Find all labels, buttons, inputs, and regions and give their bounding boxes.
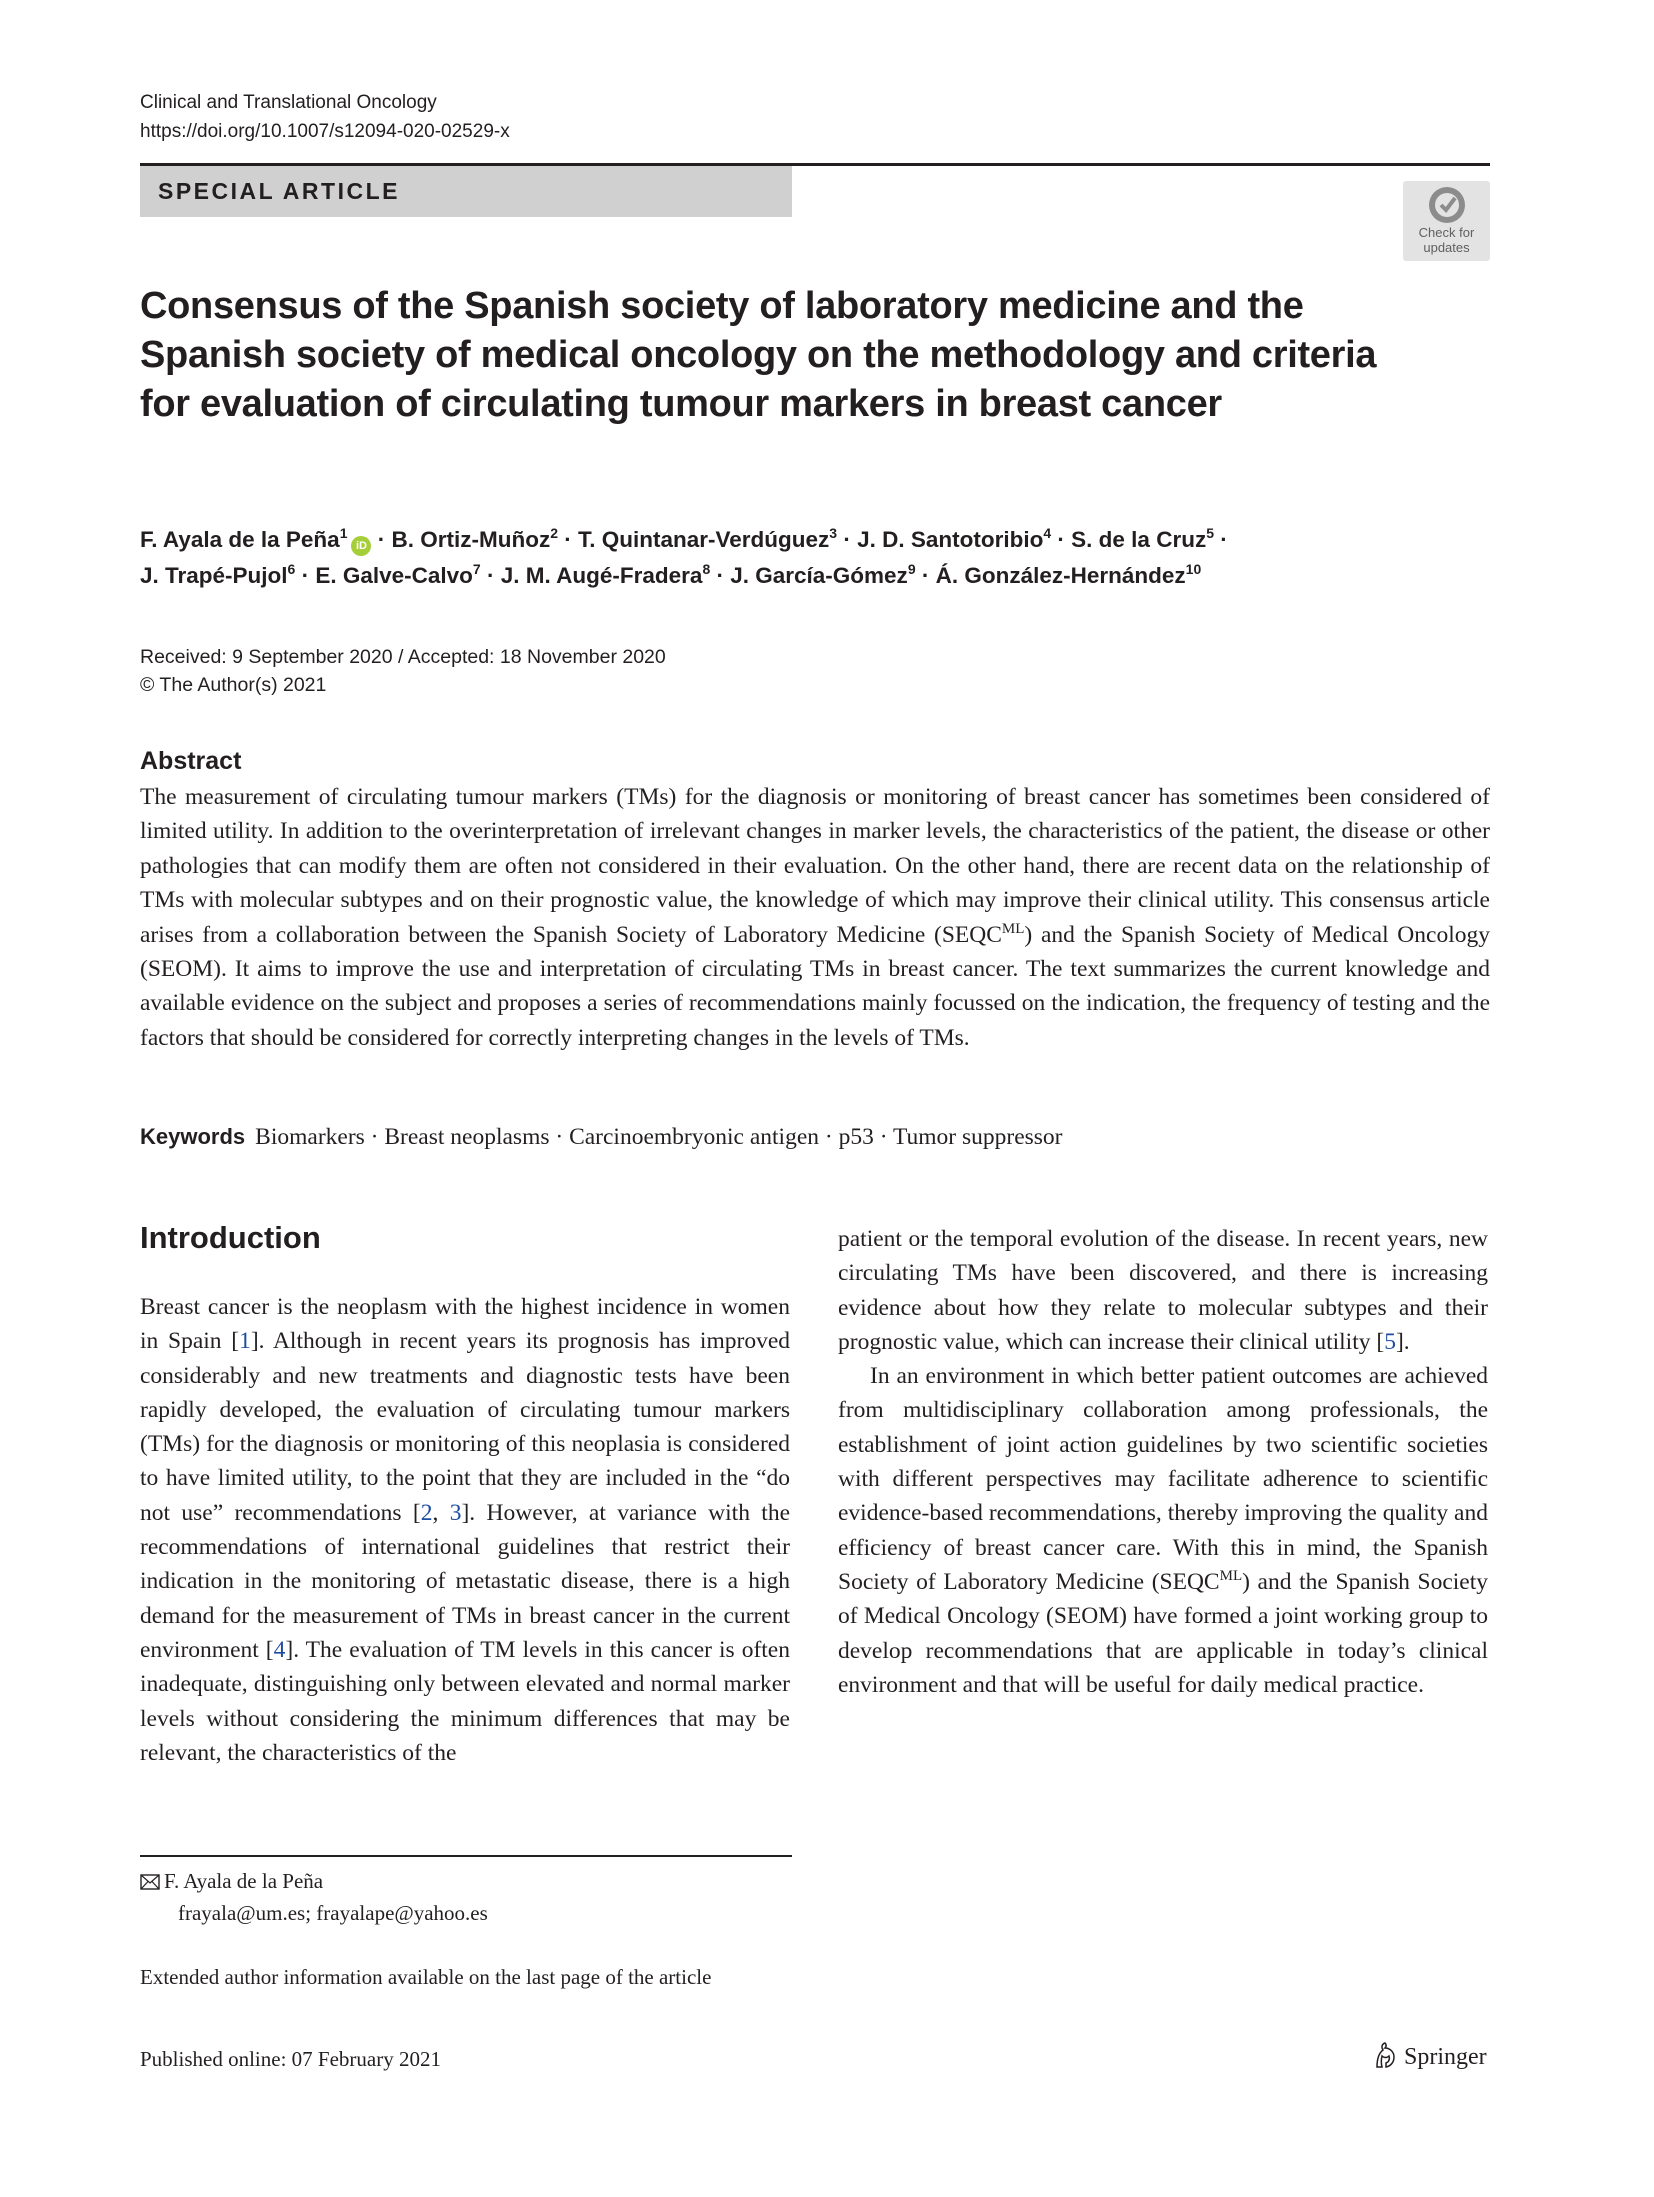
- publisher-name: Springer: [1404, 2044, 1487, 2070]
- footnote-rule: [140, 1855, 792, 1857]
- doi-link[interactable]: https://doi.org/10.1007/s12094-020-02529-x: [140, 121, 510, 142]
- citation-link[interactable]: 4: [273, 1636, 286, 1663]
- author-name: T. Quintanar-Verdúguez: [578, 527, 830, 552]
- check-updates-icon: [1427, 185, 1467, 225]
- author-name: B. Ortiz-Muñoz: [391, 527, 551, 552]
- abstract-body: [140, 780, 1490, 1055]
- intro-superscript: ML: [1219, 1567, 1243, 1584]
- corresponding-author-email[interactable]: frayala@um.es; frayalape@yahoo.es: [178, 1901, 488, 1925]
- intro-text: ]. Although in recent years its prognosis has improved considerably and new treatments and diagnostic tests have been rapidly developed, the evaluation of circulating tumour markers (TMs) for the diagnosis or monitoring of this neoplasia is considered to have limited utility, to the point that they are included in the “do not use” recommendations [: [140, 1328, 790, 1526]
- orcid-icon[interactable]: iD: [351, 536, 371, 556]
- corresponding-author-name: F. Ayala de la Peña: [164, 1869, 324, 1893]
- author-name: J. D. Santotoribio: [857, 527, 1044, 552]
- author-name: E. Galve-Calvo: [315, 563, 473, 588]
- introduction-heading: Introduction: [140, 1220, 321, 1255]
- author-affiliation: 10: [1185, 561, 1202, 577]
- citation-link[interactable]: 5: [1384, 1328, 1396, 1355]
- intro-text: ].: [1395, 1328, 1410, 1355]
- author-affiliation: 9: [907, 561, 916, 577]
- author-separator: ·: [371, 527, 392, 552]
- author-separator: ·: [1051, 527, 1072, 552]
- author-separator: ·: [480, 563, 501, 588]
- author-affiliation: 4: [1043, 525, 1052, 541]
- author-name: Á. González-Hernández: [935, 563, 1186, 588]
- article-title: Consensus of the Spanish society of laboratory medicine and the Spanish society of medical oncology on the methodology and criteria for evaluation of circulating tumour markers in breast cancer: [140, 285, 1377, 425]
- author-name: J. Trapé-Pujol: [140, 563, 288, 588]
- check-for-updates-badge[interactable]: [1403, 181, 1490, 261]
- journal-header: [140, 88, 510, 146]
- author-separator: ·: [295, 563, 316, 588]
- author-affiliation: 7: [472, 561, 481, 577]
- abstract-part1: The measurement of circulating tumour markers (TMs) for the diagnosis or monitoring of breast cancer has sometimes been considered of limited utility. In addition to the overinterpretation of irrelevant changes in marker levels, the characteristics of the patient, the disease or other pathologies that can modify them are often not considered in their evaluation. On the other hand, there are recent data on the relationship of TMs with molecular subtypes and on their prognostic value, the knowledge of which may improve their clinical utility. This consensus article arises from a collaboration between the Spanish Society of Laboratory Medicine (SEQC: [140, 784, 1490, 948]
- author-separator: ·: [837, 527, 858, 552]
- citation-link[interactable]: 2: [420, 1499, 433, 1526]
- received-accepted-dates: Received: 9 September 2020 / Accepted: 18 November 2020: [140, 646, 666, 668]
- intro-text: ]. However, at variance with the recommendations of international guidelines that restrict their indication in the monitoring of metastatic disease, there is a high demand for the measurement of TMs in breast cancer in the current environment [: [140, 1499, 791, 1663]
- author-list: [140, 522, 1460, 594]
- check-updates-line1: Check for: [1418, 225, 1475, 240]
- author-affiliation: 8: [702, 561, 711, 577]
- envelope-icon: [140, 1868, 164, 1898]
- copyright-notice: © The Author(s) 2021: [140, 674, 327, 696]
- author-name: F. Ayala de la Peña: [140, 527, 340, 552]
- abstract-heading: Abstract: [140, 747, 242, 775]
- intro-text: ,: [432, 1499, 450, 1526]
- author-name: J. M. Augé-Fradera: [500, 563, 703, 588]
- intro-text: In an environment in which better patient outcomes are achieved from multidisciplinary collaboration among professionals, the establishment of joint action guidelines by two scientific societies with different perspectives may facilitate adherence to scientific evidence-based recommendations, thereby improving the quality and efficiency of breast cancer care. With this in mind, the Spanish Society of Laboratory Medicine (SEQC: [838, 1363, 1488, 1595]
- keywords: [140, 1121, 1063, 1153]
- author-name: J. García-Gómez: [730, 563, 908, 588]
- abstract-superscript: ML: [1001, 920, 1025, 937]
- published-online-date: Published online: 07 February 2021: [140, 2047, 441, 2071]
- check-updates-line2: updates: [1423, 240, 1470, 255]
- intro-text: ) and the Spanish Society of Medical Oncology (SEOM) have formed a joint working group to develop recommendations that are applicable in today’s clinical environment and that will be useful for daily medical practice.: [838, 1568, 1488, 1698]
- author-affiliation: 1: [339, 525, 348, 541]
- intro-text: Breast cancer is the neoplasm with the highest incidence in women in Spain [: [140, 1294, 790, 1355]
- author-affiliation: 2: [550, 525, 559, 541]
- citation-link[interactable]: 3: [449, 1499, 462, 1526]
- keywords-label: Keywords: [140, 1124, 246, 1149]
- publisher-logo: [1372, 2040, 1487, 2074]
- article-type-banner: SPECIAL ARTICLE: [140, 166, 792, 217]
- abstract-part2: ) and the Spanish Society of Medical Oncology (SEOM). It aims to improve the use and interpretation of circulating TMs in breast cancer. The text summarizes the current knowledge and available evidence on the subject and proposes a series of recommendations mainly focussed on the indication, the frequency of testing and the factors that should be considered for correctly interpreting changes in the levels of TMs.: [140, 921, 1490, 1051]
- author-separator: ·: [915, 563, 936, 588]
- extended-author-info: Extended author information available on the last page of the article: [140, 1965, 712, 1989]
- author-name: S. de la Cruz: [1071, 527, 1207, 552]
- author-affiliation: 6: [287, 561, 296, 577]
- author-affiliation: 5: [1206, 525, 1214, 541]
- journal-name: Clinical and Translational Oncology: [140, 92, 437, 113]
- intro-text: ]. The evaluation of TM levels in this cancer is often inadequate, distinguishing only between elevated and normal marker levels without considering the minimum differences that may be relevant, the characteristics of the: [140, 1636, 790, 1766]
- author-affiliation: 3: [829, 525, 838, 541]
- springer-horse-icon: [1372, 2041, 1398, 2069]
- corresponding-author: [140, 1866, 488, 1928]
- intro-paragraph: [838, 1359, 1488, 1702]
- author-separator: ·: [558, 527, 579, 552]
- intro-text: patient or the temporal evolution of the disease. In recent years, new circulating TMs have been discovered, and there is increasing evidence about how they relate to molecular subtypes and their prognostic value, which can increase their clinical utility [: [838, 1226, 1488, 1355]
- article-dates: [140, 643, 666, 699]
- keywords-list: Biomarkers · Breast neoplasms · Carcinoembryonic antigen · p53 · Tumor suppressor: [255, 1124, 1063, 1150]
- author-separator: ·: [710, 563, 731, 588]
- introduction-left-column: [140, 1290, 790, 1770]
- citation-link[interactable]: 1: [239, 1328, 251, 1355]
- author-separator: ·: [1214, 527, 1228, 552]
- introduction-right-column: [838, 1222, 1488, 1702]
- intro-paragraph: [838, 1222, 1488, 1359]
